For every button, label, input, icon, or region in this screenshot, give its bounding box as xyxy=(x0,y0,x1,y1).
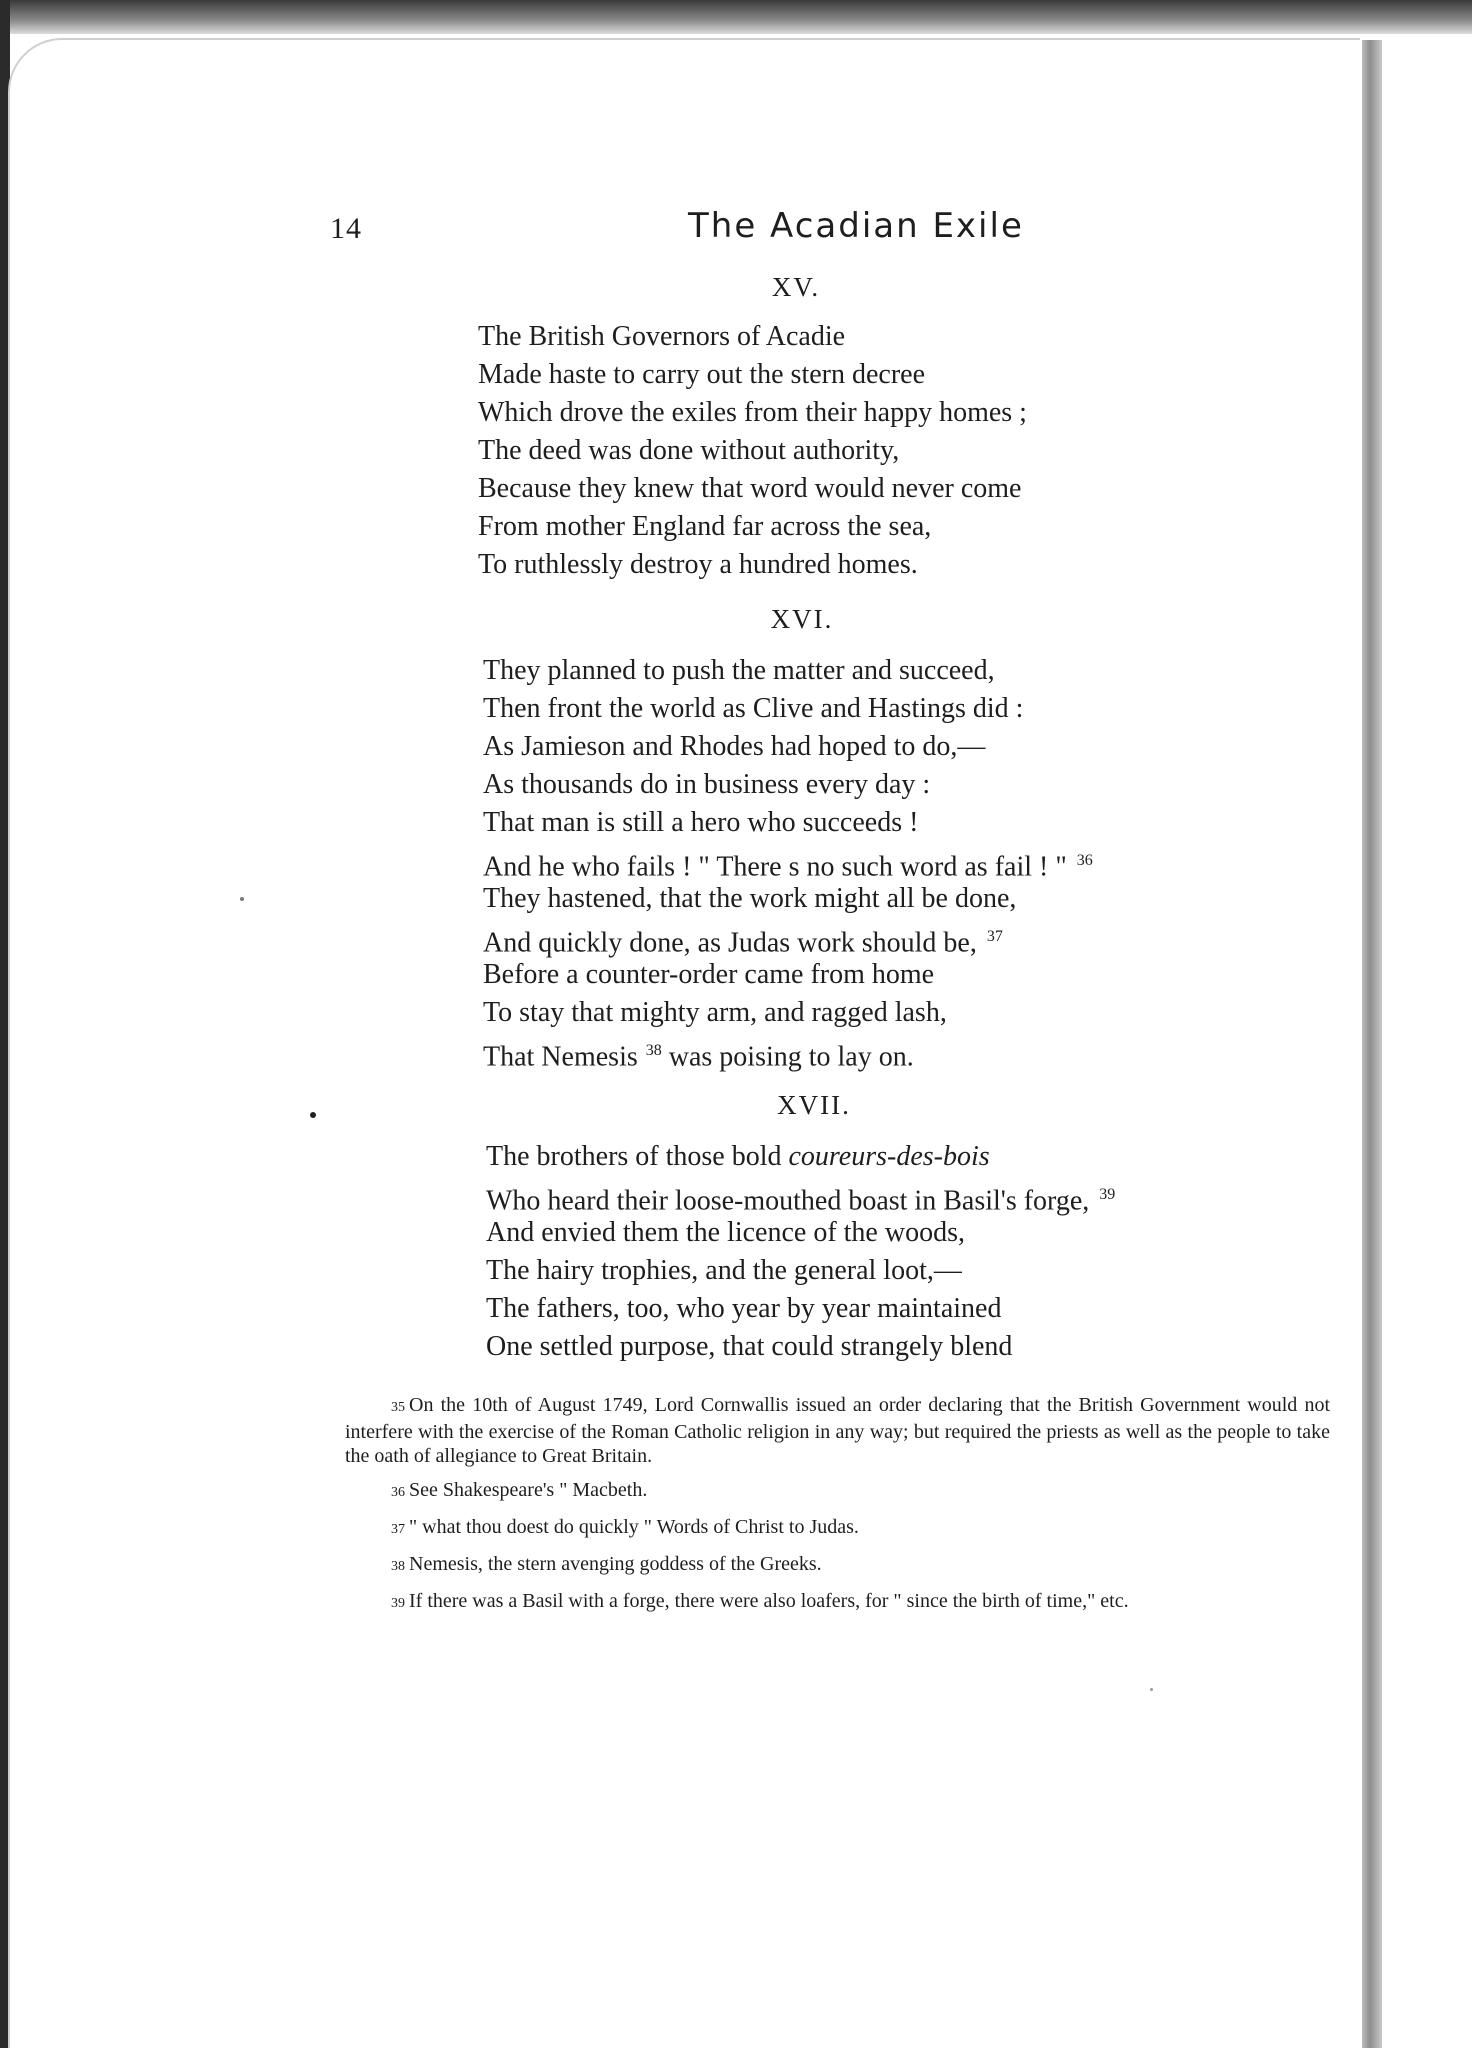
footnote xyxy=(345,1589,1330,1616)
footnote-text: Nemesis, the stern avenging goddess of the Greeks. xyxy=(409,1553,822,1575)
verse-text: was poising to lay on. xyxy=(668,1041,914,1073)
dust-speck xyxy=(1150,1688,1153,1691)
footnote xyxy=(345,1552,1330,1579)
verse-line: As Jamieson and Rhodes had hoped to do,— xyxy=(483,731,986,762)
verse-line: Which drove the exiles from their happy homes ; xyxy=(478,397,1027,428)
dust-speck xyxy=(240,897,244,901)
footnote-reference: 36 xyxy=(1076,852,1093,869)
scan-top-edge xyxy=(0,0,1472,34)
verse-line: That man is still a hero who succeeds ! xyxy=(483,807,919,838)
verse-line: To stay that mighty arm, and ragged lash, xyxy=(483,997,947,1028)
footnote-reference: 39 xyxy=(1099,1186,1116,1203)
verse-text: The brothers of those bold xyxy=(486,1141,782,1172)
footnote-text: On the 10th of August 1749, Lord Cornwallis issued an order declaring that the British Government would not interfere with the exercise of the Roman Catholic religion in any way; but required the priests as well as the people to take the oath of allegiance to Great Britain. xyxy=(345,1394,1330,1467)
stanza-heading: XVI. xyxy=(770,604,834,634)
verse-line: The fathers, too, who year by year maintained xyxy=(486,1293,1002,1324)
verse-line: They hastened, that the work might all be done, xyxy=(483,883,1017,914)
footnote-number: 37 xyxy=(391,1522,405,1537)
stanza-heading: XVII. xyxy=(777,1090,851,1120)
footnote-text: If there was a Basil with a forge, there were also loafers, for " since the birth of time," etc. xyxy=(409,1590,1129,1612)
verse-text: That Nemesis xyxy=(483,1041,638,1073)
verse-line: Before a counter-order came from home xyxy=(483,959,935,990)
footnote xyxy=(345,1393,1330,1468)
footnote-text: " what thou doest do quickly " Words of Christ to Judas. xyxy=(409,1516,859,1538)
footnote xyxy=(345,1478,1330,1505)
footnote xyxy=(345,1515,1330,1542)
verse-line: Then front the world as Clive and Hastings did : xyxy=(483,693,1024,724)
footnote-reference: 38 xyxy=(645,1042,662,1059)
running-title: The Acadian Exile xyxy=(688,206,1024,246)
footnote-text: See Shakespeare's " Macbeth. xyxy=(409,1479,648,1501)
verse-line: Made haste to carry out the stern decree xyxy=(478,359,926,390)
footnote-number: 36 xyxy=(391,1485,405,1500)
verse-line: The hairy trophies, and the general loot,— xyxy=(486,1255,962,1286)
verse-line: The British Governors of Acadie xyxy=(478,321,846,352)
verse-line xyxy=(486,1138,990,1176)
verse-text: Who heard their loose-mouthed boast in Basil's forge, xyxy=(486,1185,1090,1217)
footnotes xyxy=(345,1393,1330,1626)
page-gutter-shadow xyxy=(1362,40,1382,2048)
footnote-number: 38 xyxy=(391,1559,405,1574)
verse-text: And he who fails ! " There s no such word as fail ! " xyxy=(483,851,1067,883)
verse-line: The deed was done without authority, xyxy=(478,435,900,466)
verse-line: One settled purpose, that could strangely blend xyxy=(486,1331,1013,1362)
footnote-reference: 37 xyxy=(986,928,1003,945)
dust-speck xyxy=(310,1112,316,1118)
verse-line xyxy=(483,1032,914,1076)
stanza-heading: XV. xyxy=(771,272,821,302)
page-number: 14 xyxy=(330,212,362,245)
verse-line: From mother England far across the sea, xyxy=(478,511,932,542)
footnote-number: 39 xyxy=(391,1596,405,1611)
verse-text: And quickly done, as Judas work should be, xyxy=(483,927,977,959)
footnote-number: 35 xyxy=(391,1400,405,1415)
verse-line: To ruthlessly destroy a hundred homes. xyxy=(478,549,918,580)
verse-line: And envied them the licence of the woods, xyxy=(486,1217,965,1248)
italic-term: coureurs-des-bois xyxy=(788,1141,990,1172)
verse-line: Because they knew that word would never come xyxy=(478,473,1022,504)
verse-line: As thousands do in business every day : xyxy=(483,769,931,800)
verse-line: They planned to push the matter and succeed, xyxy=(483,655,995,686)
